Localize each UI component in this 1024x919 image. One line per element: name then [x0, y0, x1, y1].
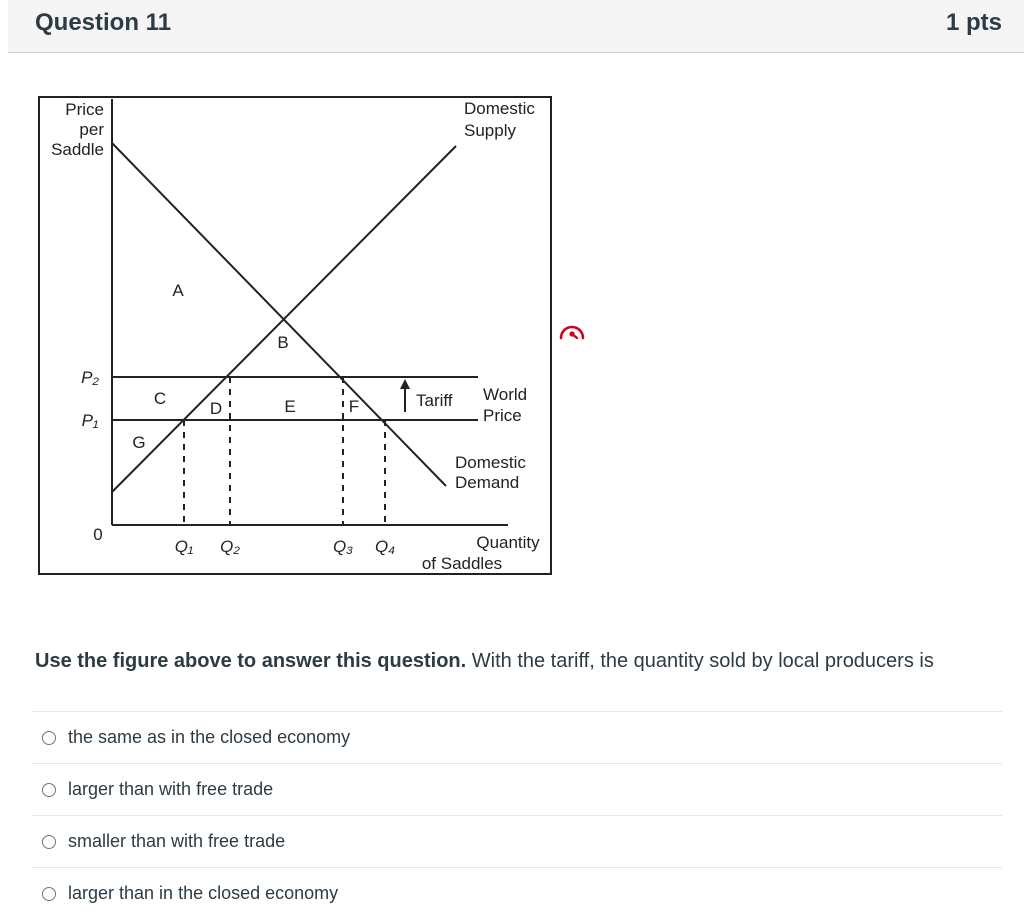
q2-label: Q₂ [220, 537, 240, 556]
area-b-label: B [277, 333, 289, 352]
radio-button[interactable] [42, 783, 56, 797]
tariff-arrow-icon [400, 379, 410, 389]
figure-frame [39, 97, 551, 574]
demand-label-line2: Demand [455, 473, 520, 492]
area-c-label: C [153, 389, 167, 408]
question-header [8, 0, 1024, 53]
x-axis-label-line2: of Saddles [421, 554, 503, 573]
radio-button[interactable] [42, 731, 56, 745]
answer-option[interactable] [32, 711, 1002, 763]
q4-label: Q₄ [374, 537, 396, 556]
demand-label-line1: Domestic [455, 453, 526, 472]
question-figure [38, 96, 553, 576]
prompt-bold-text: Use the figure above to answer this question. [35, 650, 467, 672]
area-a-label: A [172, 281, 184, 300]
tariff-label: Tariff [416, 391, 453, 410]
answer-option[interactable] [32, 763, 1002, 815]
question-prompt [35, 650, 934, 673]
x-axis-label-line1: Quantity [476, 533, 540, 552]
area-g-label: G [132, 433, 146, 452]
reload-icon[interactable] [557, 320, 587, 344]
origin-label: 0 [93, 525, 103, 544]
q1-label: Q₁ [174, 537, 194, 556]
question-title: Question 11 [35, 9, 172, 36]
radio-button[interactable] [42, 887, 56, 901]
answer-label: smaller than with free trade [68, 831, 286, 851]
answer-list [32, 711, 1002, 919]
domestic-demand-line [112, 143, 446, 486]
y-axis-label-line2: per [79, 120, 104, 139]
world-price-label-line2: Price [483, 406, 522, 425]
question-points: 1 pts [945, 9, 1002, 36]
supply-label-line1: Domestic [464, 99, 535, 118]
area-d-label: D [209, 399, 223, 418]
answer-label: larger than in the closed economy [68, 883, 339, 903]
prompt-text: With the tariff, the quantity sold by local producers is [466, 650, 934, 672]
y-axis-label-line3: Saddle [51, 140, 104, 159]
radio-button[interactable] [42, 835, 56, 849]
answer-label: the same as in the closed economy [68, 727, 351, 747]
y-axis-label-line1: Price [65, 100, 104, 119]
area-e-label: E [284, 397, 296, 416]
p1-label: P₁ [81, 411, 99, 430]
world-price-label-line1: World [483, 385, 528, 404]
p2-label: P₂ [81, 368, 99, 387]
q3-label: Q₃ [333, 537, 353, 556]
answer-option[interactable] [32, 867, 1002, 919]
answer-label: larger than with free trade [68, 779, 274, 799]
domestic-supply-line [112, 146, 456, 492]
supply-label-line2: Supply [464, 121, 516, 140]
answer-option[interactable] [32, 815, 1002, 867]
area-f-label: F [348, 397, 360, 416]
tariff-diagram [38, 96, 553, 576]
